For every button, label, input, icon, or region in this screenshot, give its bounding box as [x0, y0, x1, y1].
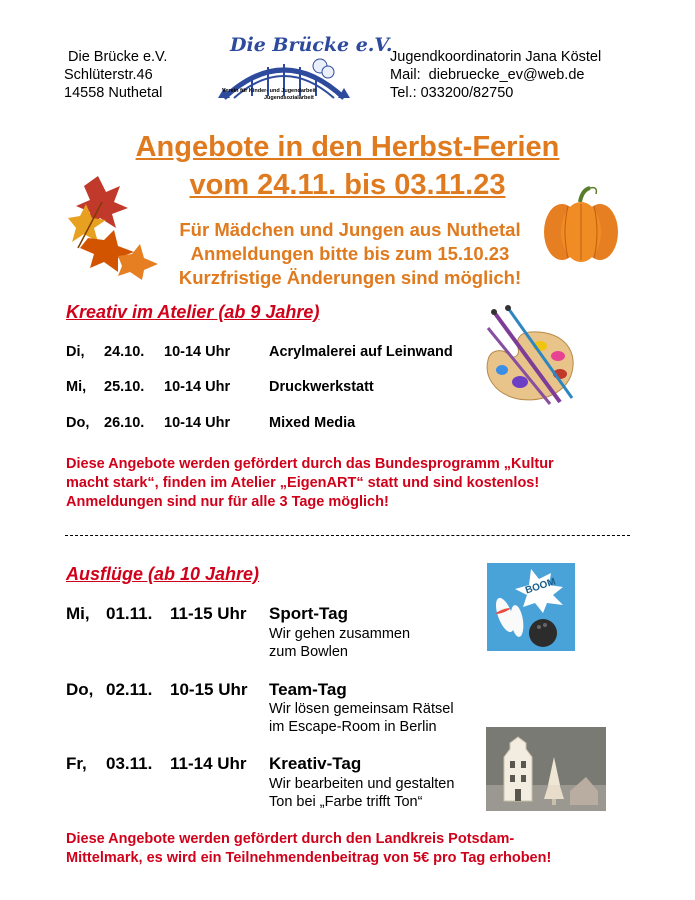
- clay-house-image: [486, 727, 606, 811]
- trip-row: [66, 604, 476, 626]
- clay-house-icon: [486, 727, 606, 811]
- trip-row: [66, 754, 476, 776]
- org-name: Die Brücke e.V.: [68, 49, 168, 65]
- trip-date: 03.11.: [106, 754, 153, 773]
- atelier-note-line: macht stark“, finden im Atelier „EigenART“ statt und sind kostenlos!: [66, 475, 540, 491]
- row-activity: Acrylmalerei auf Leinwand: [269, 344, 453, 360]
- row-day: Mi,: [66, 379, 87, 395]
- page-title: Angebote in den Herbst-Ferien: [135, 131, 560, 163]
- trips-funding-note: [66, 830, 646, 868]
- contact-person: Jugendkoordinatorin Jana Köstel: [390, 49, 602, 65]
- trip-time: 11-15 Uhr: [170, 604, 247, 623]
- contact-phone: Tel.: 033200/82750: [390, 85, 514, 101]
- trip-name: Team-Tag: [269, 680, 347, 699]
- bowling-image: [487, 563, 575, 651]
- trip-time: 10-15 Uhr: [170, 680, 248, 699]
- row-time: 10-14 Uhr: [164, 379, 231, 395]
- row-time: 10-14 Uhr: [164, 344, 231, 360]
- row-activity: Druckwerkstatt: [269, 379, 374, 395]
- row-date: 26.10.: [104, 415, 145, 431]
- org-street: Schlüterstr.46: [64, 67, 153, 83]
- logo-name: Die Brücke e.V.: [230, 34, 393, 56]
- contact-mail[interactable]: Mail: diebruecke_ev@web.de: [390, 67, 585, 83]
- trip-day: Do,: [66, 680, 94, 699]
- trips-heading: Ausflüge (ab 10 Jahre): [66, 564, 260, 584]
- trip-date: 01.11.: [106, 604, 153, 623]
- bowling-label: BOOM: [524, 576, 558, 597]
- trip-day: Mi,: [66, 604, 90, 623]
- trip-desc-line: zum Bowlen: [269, 644, 348, 660]
- trip-name: Kreativ-Tag: [269, 754, 362, 773]
- row-day: Do,: [66, 415, 90, 431]
- trip-name: Sport-Tag: [269, 604, 349, 623]
- row-day: Di,: [66, 344, 85, 360]
- trips-note-line: Mittelmark, es wird ein Teilnehmendenbeitrag von 5€ pro Tag erhoben!: [66, 850, 552, 866]
- atelier-row: [66, 379, 486, 399]
- trip-desc-line: Wir bearbeiten und gestalten: [269, 776, 455, 792]
- atelier-heading: Kreativ im Atelier (ab 9 Jahre): [66, 302, 320, 322]
- trip-desc-line: im Escape-Room in Berlin: [269, 719, 437, 735]
- bowling-icon: [487, 563, 575, 651]
- paint-palette-image: [480, 302, 580, 412]
- logo-tagline: Verein für Kinder- und Jugendarbeit: [222, 88, 316, 94]
- subtitle-changes: Kurzfristige Änderungen sind möglich!: [178, 267, 522, 288]
- trip-desc-line: Wir gehen zusammen: [269, 626, 411, 642]
- row-date: 25.10.: [104, 379, 145, 395]
- subtitle: [120, 218, 580, 290]
- row-date: 24.10.: [104, 344, 145, 360]
- trip-time: 11-14 Uhr: [170, 754, 247, 773]
- org-address: [64, 48, 167, 102]
- trip-description: [269, 700, 454, 736]
- trip-description: [269, 625, 410, 661]
- atelier-note-line: Diese Angebote werden gefördert durch das Bundesprogramm „Kultur: [66, 456, 554, 472]
- trip-day: Fr,: [66, 754, 87, 773]
- atelier-row: [66, 415, 486, 435]
- subtitle-audience: Für Mädchen und Jungen aus Nuthetal: [179, 219, 521, 240]
- atelier-funding-note: [66, 455, 636, 512]
- trip-row: [66, 680, 476, 702]
- logo: [212, 34, 393, 104]
- trip-description: [269, 775, 454, 811]
- atelier-note-line: Anmeldungen sind nur für alle 3 Tage möglich!: [66, 494, 389, 510]
- row-time: 10-14 Uhr: [164, 415, 231, 431]
- palette-icon: [480, 302, 580, 412]
- trip-desc-line: Ton bei „Farbe trifft Ton“: [269, 794, 423, 810]
- contact-info: [390, 48, 601, 102]
- subtitle-registration: Anmeldungen bitte bis zum 15.10.23: [190, 243, 510, 264]
- page-title-dates: vom 24.11. bis 03.11.23: [189, 169, 506, 201]
- section-divider: [65, 535, 630, 536]
- atelier-row: [66, 344, 486, 364]
- row-activity: Mixed Media: [269, 415, 356, 431]
- org-city: 14558 Nuthetal: [64, 85, 163, 101]
- trip-date: 02.11.: [106, 680, 153, 699]
- trip-desc-line: Wir lösen gemeinsam Rätsel: [269, 701, 454, 717]
- trips-note-line: Diese Angebote werden gefördert durch den Landkreis Potsdam-: [66, 831, 515, 847]
- logo-tagline-2: Jugendsozialarbeit: [264, 95, 314, 101]
